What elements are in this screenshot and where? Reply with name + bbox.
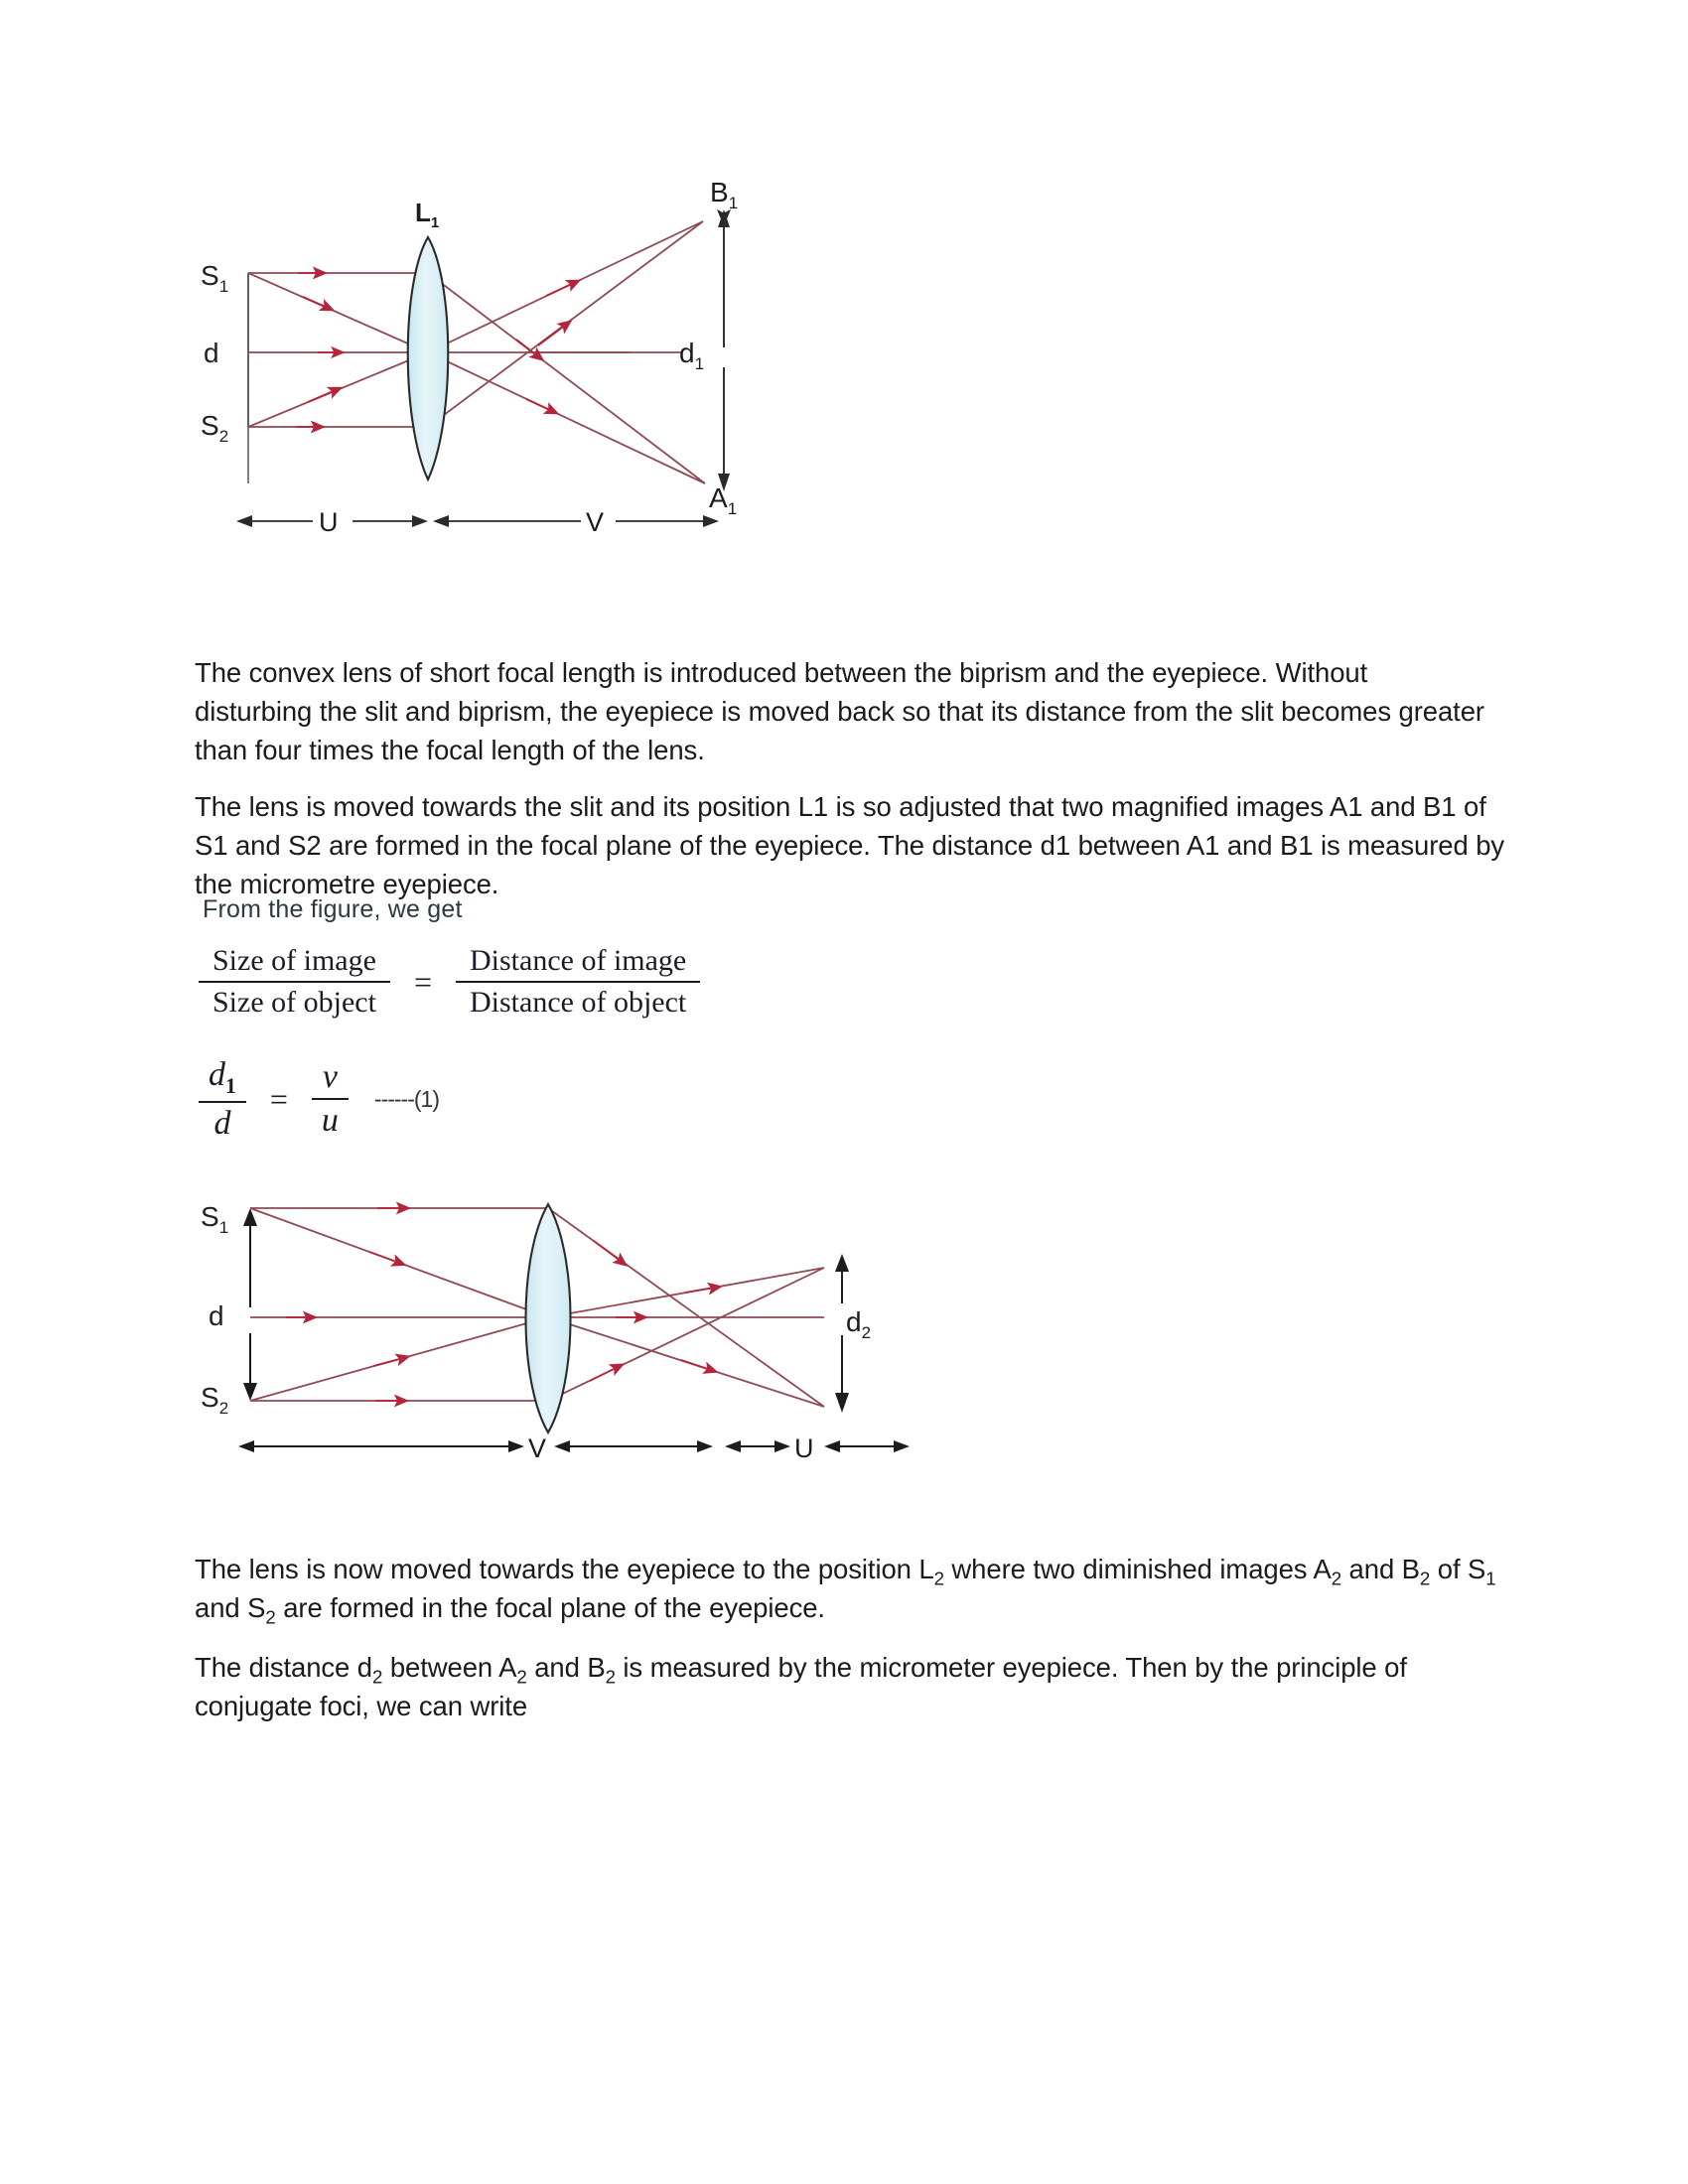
p5-sub-b2: 2 xyxy=(605,1666,616,1687)
p4-seg6: are formed in the focal plane of the eyepiece. xyxy=(275,1591,825,1623)
label-d-object: d xyxy=(204,338,219,368)
label-d1: $d_1$ xyxy=(679,338,705,373)
p4-sub-s1: 1 xyxy=(1485,1568,1496,1588)
p4-sub-a2: 2 xyxy=(1331,1568,1342,1588)
p4-sub-b2: 2 xyxy=(1419,1568,1431,1588)
ray-arrow-f2-3 xyxy=(369,1252,399,1263)
p4-sub-l2: 2 xyxy=(933,1568,944,1588)
figure-2-svg xyxy=(189,1186,1033,1494)
label-v-distance: V xyxy=(586,507,605,537)
p4-sub-s2: 2 xyxy=(265,1606,276,1627)
label-l1: $L_1$ xyxy=(415,198,440,231)
p5-seg2: between A xyxy=(382,1651,517,1683)
u-arrowhead-right xyxy=(412,515,428,527)
figure-1-svg xyxy=(189,174,904,571)
ray-arrow-f2-7 xyxy=(373,1358,403,1366)
fraction-v-over-u xyxy=(312,1056,349,1142)
ray-s1-refracted-a1 xyxy=(428,273,705,483)
figure-1-magnified-images xyxy=(189,174,904,571)
label-s1-fig2: $S_1$ xyxy=(201,1201,229,1237)
paragraph-lens-moved-to-eyepiece xyxy=(195,1550,1505,1627)
label-u-distance-fig2: U xyxy=(794,1433,814,1463)
d-arrowhead-down-fig2 xyxy=(243,1383,257,1401)
ray-arrow-f2-8 xyxy=(681,1360,711,1370)
fraction-size-ratio xyxy=(199,941,390,1023)
u-arrowhead-mid-fig2 xyxy=(774,1440,790,1452)
equation-1-d1-over-d xyxy=(199,1054,439,1145)
equation-magnification-words xyxy=(199,941,700,1023)
distance-of-image-text: Distance of image xyxy=(470,944,687,977)
d2-arrowhead-up xyxy=(835,1254,849,1272)
size-of-object-text: Size of object xyxy=(212,986,376,1019)
label-s1: $S_1$ xyxy=(201,260,229,296)
label-s2-fig2: $S_2$ xyxy=(201,1382,229,1418)
p5-seg1: The distance d xyxy=(195,1651,372,1683)
from-figure-label: From the figure, we get xyxy=(203,895,463,923)
v-arrowhead-right xyxy=(703,515,719,527)
ray-s2-centre-in xyxy=(248,352,428,427)
p5-seg4: is measured by the micrometer eyepiece. Then by the principle of conjugate foci, we can write xyxy=(195,1651,1407,1721)
v-arrowhead-right-fig2 xyxy=(508,1440,524,1452)
label-b1: $B_1$ xyxy=(710,177,739,212)
p4-seg2: where two diminished images A xyxy=(943,1553,1332,1584)
v2-arrowhead-right-fig2 xyxy=(697,1440,713,1452)
equals-sign: = xyxy=(269,1080,288,1117)
p4-seg1: The lens is now moved towards the eyepiece to the position L xyxy=(195,1553,934,1584)
p4-seg4: of S xyxy=(1430,1553,1486,1584)
label-v-distance-fig2: V xyxy=(528,1433,547,1463)
paragraph-distance-d2-conjugate-foci xyxy=(195,1648,1505,1725)
equals-sign: = xyxy=(413,963,432,1000)
ray-arrow-7 xyxy=(308,390,336,402)
label-u-distance: U xyxy=(319,507,339,537)
equation-number-tag: ------(1) xyxy=(373,1085,439,1112)
numerator-d1: $d_1$ xyxy=(209,1056,236,1098)
numerator-v: v xyxy=(322,1058,338,1096)
figure-2-diminished-images xyxy=(189,1186,1033,1494)
ray-arrow-f2-6 xyxy=(590,1367,618,1381)
ray-arrow-4 xyxy=(526,399,552,411)
u2-arrowhead-right-fig2 xyxy=(894,1440,910,1452)
label-d2: $d_2$ xyxy=(846,1306,872,1342)
ray-arrow-3 xyxy=(303,297,328,308)
size-of-image-text: Size of image xyxy=(212,944,376,977)
p5-sub-d2: 2 xyxy=(372,1666,383,1687)
fraction-d1-over-d xyxy=(199,1054,246,1145)
p4-seg3: and B xyxy=(1341,1553,1420,1584)
paragraph-convex-lens-intro: The convex lens of short focal length is introduced between the biprism and the eyepiece. Without disturbing the slit and biprism, the eyepiece is moved back so that its distance from the slit becomes greater than four times the focal length of the lens. xyxy=(195,656,1484,765)
label-s2: $S_2$ xyxy=(201,410,229,446)
ray-arrow-f2-2 xyxy=(594,1241,622,1262)
ray-arrow-f2-4 xyxy=(685,1288,715,1293)
v-arrowhead-left xyxy=(433,515,449,527)
ray-arrow-6 xyxy=(538,325,566,345)
u-arrowhead-left xyxy=(236,515,252,527)
label-a1: $A_1$ xyxy=(709,482,738,518)
denominator-u: u xyxy=(321,1102,339,1140)
ray-s2-refracted-fig2 xyxy=(548,1268,824,1401)
p5-seg3: and B xyxy=(526,1651,606,1683)
p5-sub-a2: 2 xyxy=(516,1666,527,1687)
denominator-d: d xyxy=(213,1104,231,1142)
p4-seg5: and S xyxy=(195,1591,266,1623)
paragraph-lens-moved-to-slit: The lens is moved towards the slit and its position L1 is so adjusted that two magnified images A1 and B1 of S1 and S2 are formed in the focal plane of the eyepiece. The distance d1 between A1 and B1 is measured by the micrometre eyepiece. xyxy=(195,790,1505,899)
ray-s1-centre-out xyxy=(428,352,705,483)
distance-of-object-text: Distance of object xyxy=(470,986,687,1019)
d2-arrowhead-down xyxy=(835,1393,849,1413)
fraction-distance-ratio xyxy=(456,941,700,1023)
ray-s1-refracted-fig2 xyxy=(548,1208,824,1407)
convex-lens-l2 xyxy=(526,1204,571,1433)
ray-s1-centre-in xyxy=(248,273,428,352)
ray-arrow-8 xyxy=(546,283,574,296)
label-d-object-fig2: d xyxy=(209,1300,224,1331)
